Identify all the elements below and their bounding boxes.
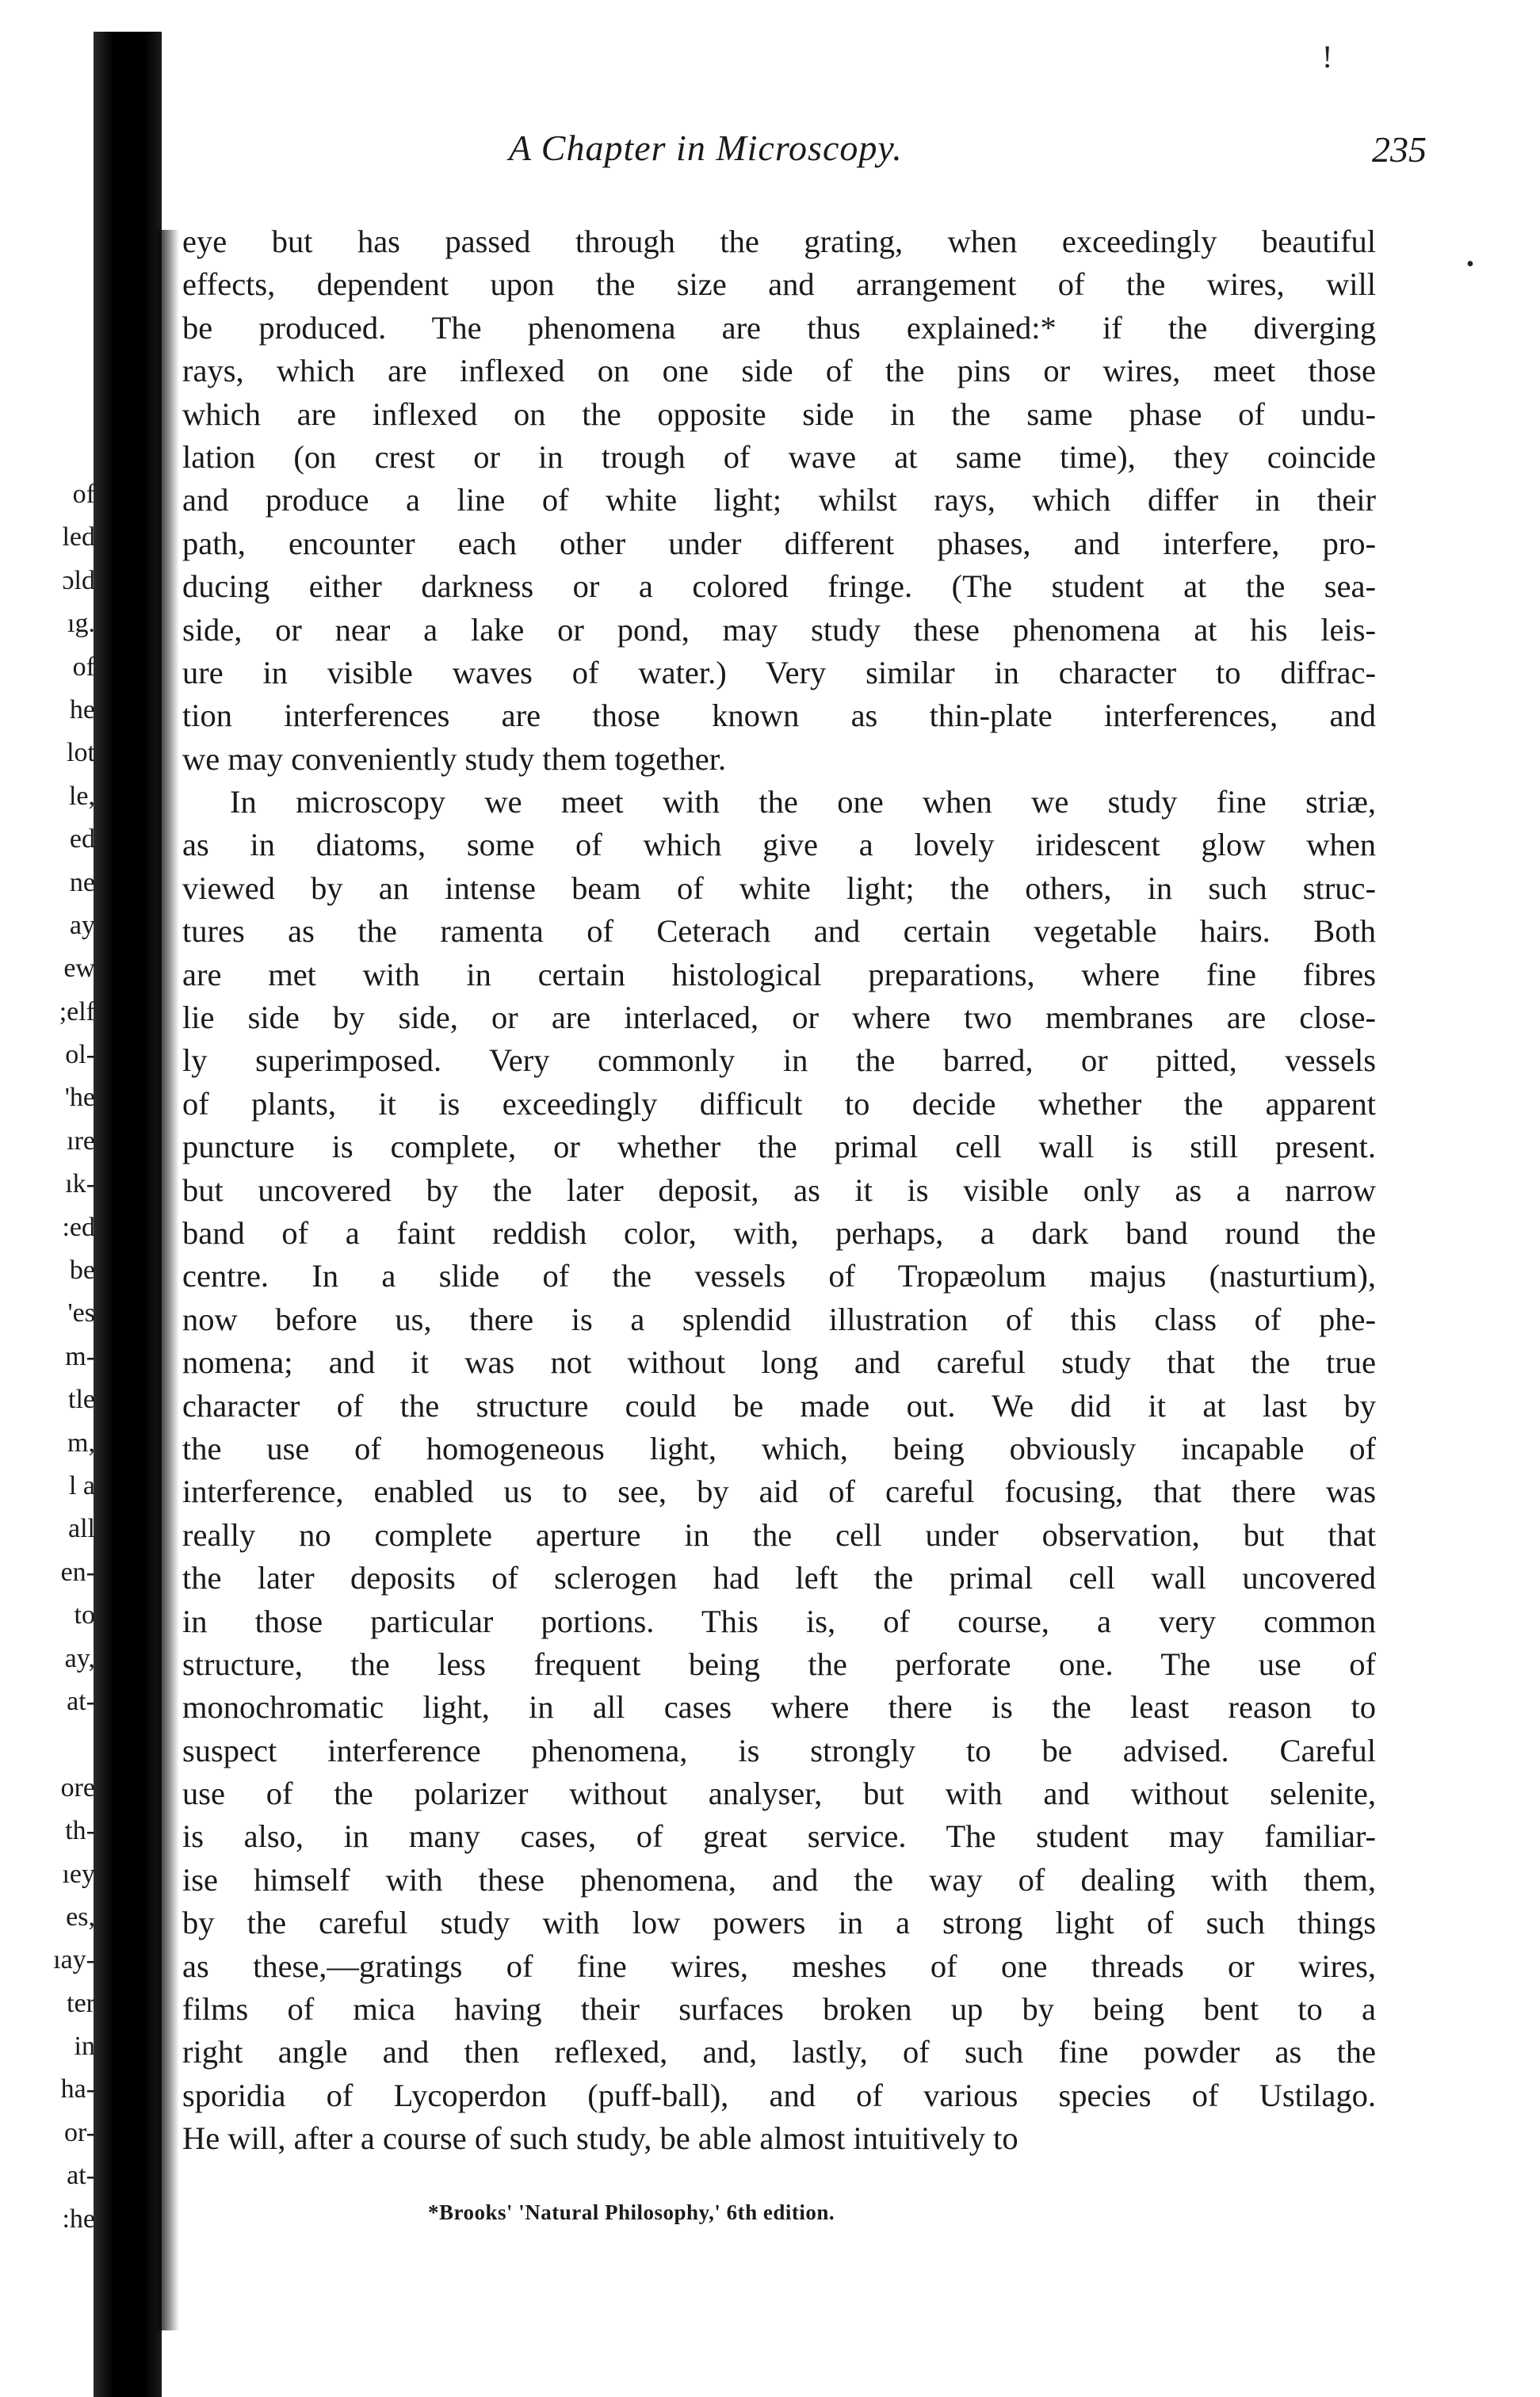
fragment-line: lot <box>67 738 95 768</box>
binding-gutter <box>94 32 162 2397</box>
fragment-line: ;elf <box>59 996 95 1026</box>
fragment-line: ha- <box>60 2074 95 2105</box>
text-line: now before us, there is a splendid illustration of this class of phe- <box>182 1301 1376 1337</box>
fragment-line: ɔld <box>62 565 95 595</box>
text-line: tures as the ramenta of Ceterach and certain vegetable hairs. Both <box>182 913 1376 950</box>
fragment-line: or- <box>64 2117 95 2147</box>
text-line: really no complete aperture in the cell under observation, but that <box>182 1516 1376 1553</box>
fragment-line: ıey <box>62 1859 95 1889</box>
text-line: lation (on crest or in trough of wave at same time), they coincide <box>182 438 1376 475</box>
text-line: viewed by an intense beam of white light; the others, in such struc- <box>182 870 1376 906</box>
text-line: are met with in certain histological preparations, where fine fibres <box>182 956 1376 992</box>
fragment-line: m, <box>67 1428 95 1458</box>
text-line: be produced. The phenomena are thus explained:* if the diverging <box>182 309 1376 346</box>
fragment-line: of <box>72 652 95 682</box>
body-text <box>182 220 1376 2161</box>
fragment-line <box>8 1723 95 1766</box>
text-line: structure, the less frequent being the perforate one. The use of <box>182 1646 1376 1682</box>
text-line: ly superimposed. Very commonly in the barred, or pitted, vessels <box>182 1042 1376 1079</box>
top-margin-mark: ! <box>1322 39 1333 75</box>
fragment-line: he <box>69 694 95 724</box>
text-line: we may conveniently study them together. <box>182 740 727 777</box>
footnote: *Brooks' 'Natural Philosophy,' 6th edition. <box>428 2200 835 2224</box>
fragment-line: ıre <box>67 1126 95 1156</box>
fragment-line: ıg. <box>67 609 95 639</box>
fragment-line: at- <box>67 2161 95 2191</box>
page-header <box>166 127 1427 174</box>
fragment-line: es, <box>66 1902 95 1932</box>
fragment-line: to <box>74 1600 95 1630</box>
fragment-line: be <box>69 1256 95 1286</box>
text-line: ise himself with these phenomena, and the way of dealing with them, <box>182 1861 1376 1898</box>
text-line: ducing either darkness or a colored fringe. (The student at the sea- <box>182 568 1376 605</box>
fragment-line: in <box>74 2032 95 2062</box>
text-line: sporidia of Lycoperdon (puff-ball), and of various species of Ustilago. <box>182 2077 1376 2113</box>
text-line: of plants, it is exceedingly difficult to decide whether the apparent <box>182 1085 1376 1122</box>
fragment-line: ter <box>67 1988 95 2018</box>
fragment-line: ne <box>69 867 95 897</box>
fragment-line: all <box>68 1514 95 1544</box>
text-line: films of mica having their surfaces broken up by being bent to a <box>182 1991 1376 2028</box>
text-line: is also, in many cases, of great service. The student may familiar- <box>182 1818 1376 1855</box>
gutter-shadow <box>155 230 179 2330</box>
fragment-line: ed <box>69 824 95 854</box>
fragment-line: at- <box>67 1686 95 1716</box>
text-line: use of the polarizer without analyser, but with and without selenite, <box>182 1776 1376 1812</box>
fragment-line: ay, <box>64 1643 95 1673</box>
fragment-line: ol- <box>65 1040 95 1070</box>
text-line: effects, dependent upon the size and arrangement of the wires, will <box>182 266 1376 303</box>
fragment-line: th- <box>65 1816 95 1846</box>
text-line: by the careful study with low powers in a strong light of such things <box>182 1905 1376 1941</box>
text-line: character of the structure could be made out. We did it at last by <box>182 1387 1376 1424</box>
text-line: as these,—gratings of fine wires, meshes of one threads or wires, <box>182 1948 1376 1984</box>
text-line: in those particular portions. This is, of course, a very common <box>182 1603 1376 1639</box>
fragment-line: ew <box>63 954 95 984</box>
fragment-line: of <box>72 480 95 509</box>
right-margin-mark: • <box>1466 252 1474 277</box>
text-line: ure in visible waves of water.) Very similar in character to diffrac- <box>182 654 1376 690</box>
text-line: side, or near a lake or pond, may study these phenomena at his leis- <box>182 611 1376 648</box>
fragment-line: :he <box>62 2204 95 2234</box>
fragment-line: ay <box>69 910 95 940</box>
fragment-line: le, <box>68 781 95 811</box>
text-line: band of a faint reddish color, with, perhaps, a dark band round the <box>182 1214 1376 1251</box>
fragment-line: m- <box>65 1341 95 1371</box>
text-line: path, encounter each other under different phases, and interfere, pro- <box>182 525 1376 561</box>
text-line: rays, which are inflexed on one side of the pins or wires, meet those <box>182 353 1376 389</box>
fragment-line: ore <box>60 1772 95 1803</box>
text-line: right angle and then reflexed, and, lastly, of such fine powder as the <box>182 2034 1376 2070</box>
fragment-line: en- <box>60 1557 95 1587</box>
fragment-line: led <box>62 522 95 552</box>
text-line: suspect interference phenomena, is strongly to be advised. Careful <box>182 1732 1376 1768</box>
text-line: as in diatoms, some of which give a lovely iridescent glow when <box>182 827 1376 863</box>
text-line: monochromatic light, in all cases where there is the least reason to <box>182 1689 1376 1726</box>
text-line: but uncovered by the later deposit, as it is visible only as a narrow <box>182 1172 1376 1208</box>
fragment-line: l a <box>68 1470 95 1501</box>
text-line: nomena; and it was not without long and careful study that the true <box>182 1344 1376 1381</box>
text-line: tion interferences are those known as thin-plate interferences, and <box>182 698 1376 734</box>
text-line: interference, enabled us to see, by aid of careful focusing, that there was <box>182 1474 1376 1510</box>
text-line: lie side by side, or are interlaced, or where two membranes are close- <box>182 1000 1376 1036</box>
page-number: 235 <box>1372 129 1427 170</box>
fragment-line: :ed <box>62 1212 95 1242</box>
fragment-line: 'he <box>64 1083 95 1113</box>
running-title: A Chapter in Microscopy. <box>509 128 903 168</box>
text-line: eye but has passed through the grating, when exceedingly beautiful <box>182 224 1376 259</box>
text-line: centre. In a slide of the vessels of Tropæolum majus (nasturtium), <box>182 1258 1376 1294</box>
fragment-line: 'es <box>67 1298 95 1328</box>
fragment-line: ıay- <box>53 1945 95 1975</box>
fragment-line: ık- <box>65 1169 95 1199</box>
fragment-line: tle <box>68 1385 95 1415</box>
text-line: He will, after a course of such study, be able almost intuitively to <box>182 2120 1018 2157</box>
text-line: In microscopy we meet with the one when we study fine striæ, <box>230 784 1376 820</box>
text-line: the later deposits of sclerogen had left the primal cell wall uncovered <box>182 1560 1376 1596</box>
facing-page-fragments <box>8 473 95 2241</box>
text-line: and produce a line of white light; whilst rays, which differ in their <box>182 482 1376 518</box>
text-line: the use of homogeneous light, which, being obviously incapable of <box>182 1430 1376 1466</box>
text-line: puncture is complete, or whether the primal cell wall is still present. <box>182 1129 1376 1165</box>
text-line: which are inflexed on the opposite side in the same phase of undu- <box>182 396 1376 432</box>
